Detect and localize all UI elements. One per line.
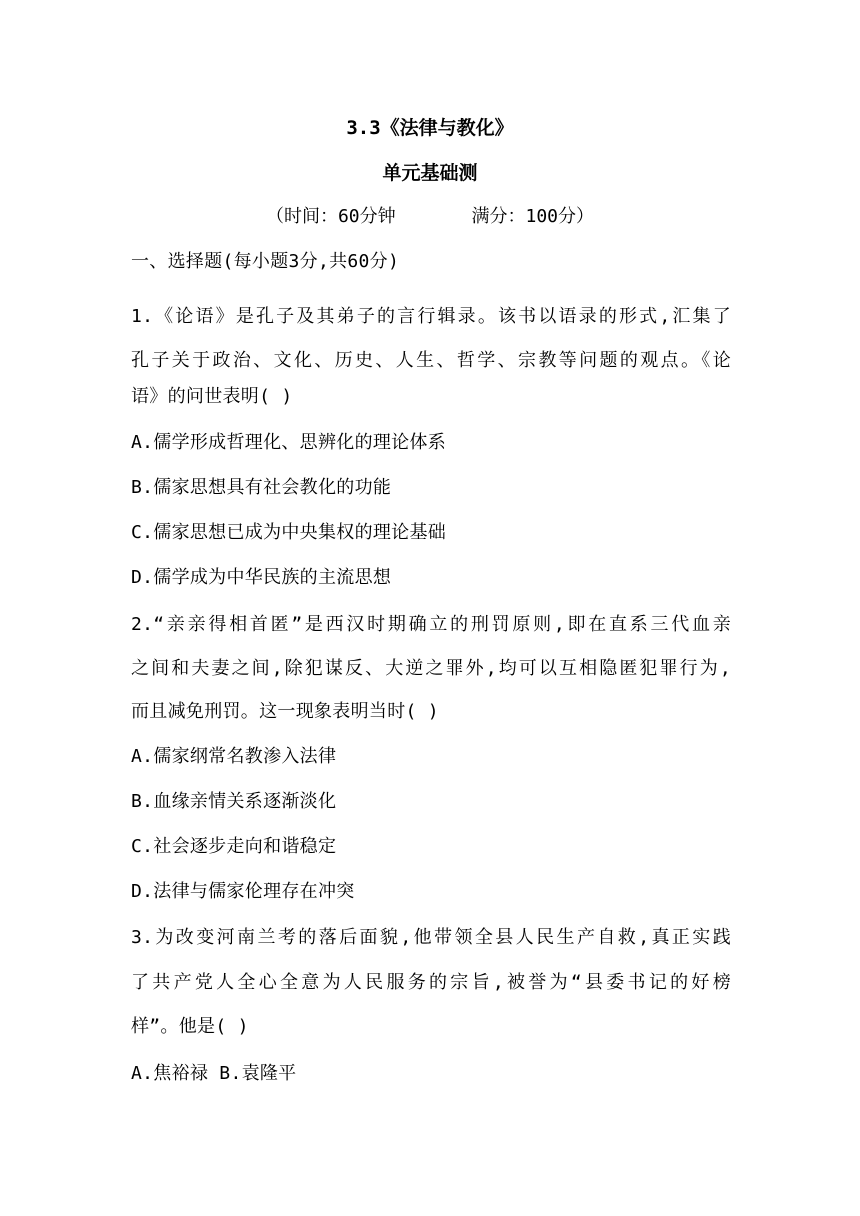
question-2-option-a: A.儒家纲常名教渗入法律	[131, 746, 337, 767]
page-title: 3.3《法律与教化》	[346, 117, 514, 139]
question-1-option-d: D.儒学成为中华民族的主流思想	[131, 567, 392, 588]
section-heading: 一、选择题(每小题3分,共60分)	[131, 251, 400, 272]
exam-meta: （时间：60分钟 满分：100分）	[265, 206, 595, 227]
question-1-option-c: C.儒家思想已成为中央集权的理论基础	[131, 522, 447, 543]
question-2-option-d: D.法律与儒家伦理存在冲突	[131, 881, 355, 902]
question-2-stem-line-2: 之间和夫妻之间,除犯谋反、大逆之罪外,均可以互相隐匿犯罪行为,	[131, 658, 731, 679]
question-2-stem-line-1: 2.“亲亲得相首匿”是西汉时期确立的刑罚原则,即在直系三代血亲	[131, 614, 731, 635]
question-1-option-b: B.儒家思想具有社会教化的功能	[131, 477, 392, 498]
question-3-option-ab: A.焦裕禄 B.袁隆平	[131, 1063, 297, 1084]
question-2-option-b: B.血缘亲情关系逐渐淡化	[131, 791, 337, 812]
question-3-stem-line-1: 3.为改变河南兰考的落后面貌,他带领全县人民生产自救,真正实践	[131, 927, 731, 948]
page-subtitle: 单元基础测	[382, 162, 478, 184]
question-2-stem-line-3: 而且减免刑罚。这一现象表明当时( )	[131, 701, 439, 722]
question-1-option-a: A.儒学形成哲理化、思辨化的理论体系	[131, 432, 447, 453]
question-2-option-c: C.社会逐步走向和谐稳定	[131, 836, 337, 857]
question-3-stem-line-2: 了共产党人全心全意为人民服务的宗旨,被誉为“县委书记的好榜	[131, 972, 731, 993]
question-3-stem-line-3: 样”。他是( )	[131, 1016, 249, 1037]
question-1-stem-line-2: 孔子关于政治、文化、历史、人生、哲学、宗教等问题的观点。《论	[131, 350, 731, 371]
question-1-stem-line-3: 语》的问世表明( )	[131, 386, 293, 407]
question-1-stem-line-1: 1.《论语》是孔子及其弟子的言行辑录。该书以语录的形式,汇集了	[131, 306, 731, 327]
